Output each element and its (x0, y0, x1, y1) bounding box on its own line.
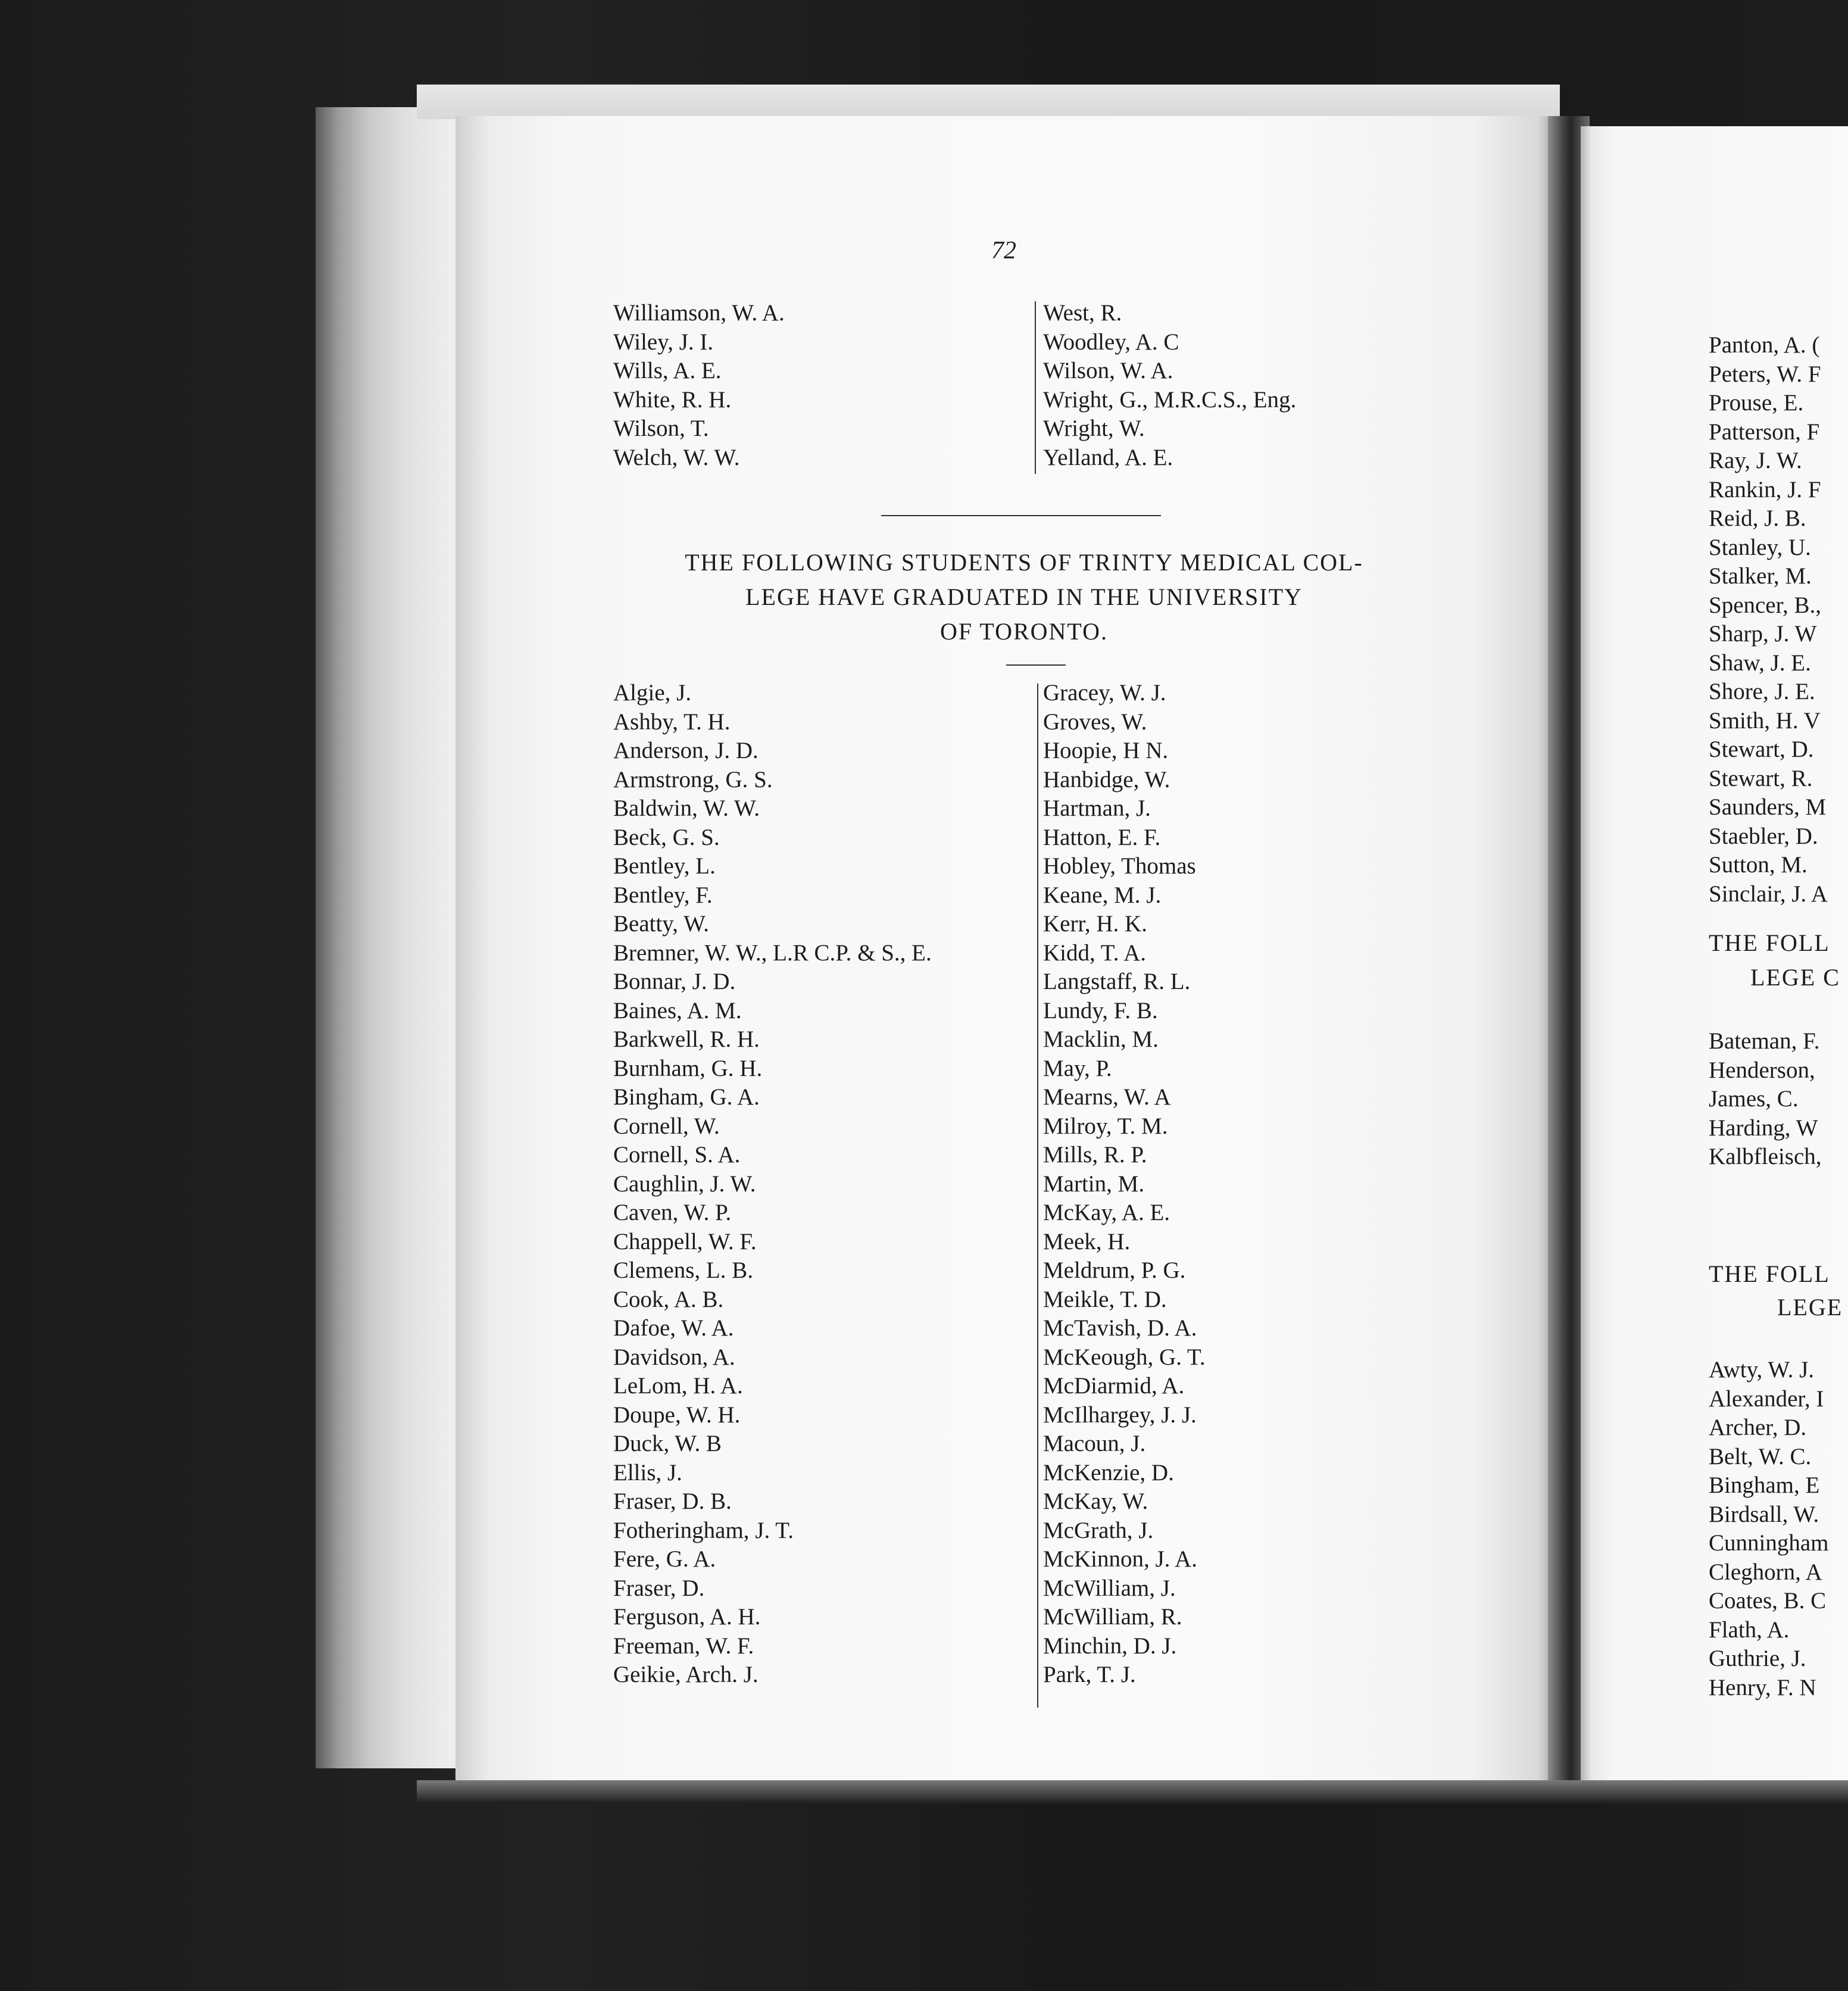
graduate-entry: Davidson, A. (613, 1344, 735, 1370)
name-entry: Awty, W. J. (1709, 1357, 1815, 1383)
graduate-entry: Bentley, L. (613, 853, 716, 879)
graduate-entry: McWilliam, R. (1043, 1604, 1182, 1630)
graduate-entry: Caughlin, J. W. (613, 1171, 756, 1197)
bottom-shadow (417, 1780, 1848, 1804)
name-entry: Coates, B. C (1709, 1588, 1827, 1614)
book-page-stack-edge (316, 107, 464, 1768)
graduate-entry: Dafoe, W. A. (613, 1315, 734, 1341)
graduate-entry: McKay, W. (1043, 1488, 1148, 1514)
graduate-entry: Cook, A. B. (613, 1286, 724, 1312)
name-entry: Shaw, J. E. (1709, 650, 1811, 676)
graduate-entry: Lundy, F. B. (1043, 997, 1158, 1023)
graduate-entry: Mearns, W. A (1043, 1084, 1171, 1110)
graduate-entry: Fraser, D. B. (613, 1488, 732, 1514)
graduate-entry: McKeough, G. T. (1043, 1344, 1206, 1370)
graduate-entry: McIlhargey, J. J. (1043, 1402, 1197, 1428)
graduate-entry: LeLom, H. A. (613, 1373, 743, 1399)
name-entry: Reid, J. B. (1709, 505, 1806, 531)
name-entry: Rankin, J. F (1709, 476, 1821, 503)
graduate-entry: Bingham, G. A. (613, 1084, 760, 1110)
graduates-divider (1037, 684, 1038, 1708)
name-entry: Guthrie, J. (1709, 1646, 1806, 1671)
graduate-entry: Baines, A. M. (613, 997, 742, 1023)
graduate-entry: Geikie, Arch. J. (613, 1662, 758, 1687)
graduate-entry: Ellis, J. (613, 1459, 682, 1486)
graduate-entry: McKenzie, D. (1043, 1459, 1174, 1486)
graduate-entry: McWilliam, J. (1043, 1575, 1176, 1601)
name-entry: White, R. H. (613, 386, 732, 413)
name-entry: Staebler, D. (1709, 823, 1818, 849)
graduate-entry: Minchin, D. J. (1043, 1633, 1177, 1659)
name-entry: Shore, J. E. (1709, 679, 1815, 704)
name-entry: West, R. (1043, 300, 1122, 326)
graduate-entry: Fotheringham, J. T. (613, 1517, 794, 1543)
graduate-entry: Hatton, E. F. (1043, 824, 1161, 850)
graduate-entry: Burnham, G. H. (613, 1055, 763, 1081)
graduate-entry: McGrath, J. (1043, 1517, 1154, 1543)
graduate-entry: Bonnar, J. D. (613, 969, 736, 994)
right-page-list-3 (1709, 1356, 1829, 1702)
name-entry: Wilson, W. A. (1043, 358, 1173, 383)
graduate-entry: Chappell, W. F. (613, 1228, 757, 1254)
graduate-entry: Meek, H. (1043, 1228, 1131, 1254)
name-entry: Harding, W (1709, 1115, 1818, 1141)
right-heading-2-line-2: LEGE C (1750, 964, 1840, 991)
graduate-entry: Macoun, J. (1043, 1431, 1146, 1456)
graduate-entry: Ashby, T. H. (613, 709, 731, 735)
graduate-entry: Bentley, F. (613, 882, 713, 908)
graduate-entry: Clemens, L. B. (613, 1257, 754, 1283)
right-page-list-1 (1709, 331, 1828, 909)
name-entry: Prouse, E. (1709, 390, 1804, 416)
graduate-entry: Armstrong, G. S. (613, 766, 773, 792)
name-entry: Sharp, J. W (1709, 621, 1817, 647)
name-entry: Henry, F. N (1709, 1674, 1816, 1700)
name-entry: Archer, D. (1709, 1415, 1807, 1440)
name-entry: Yelland, A. E. (1043, 444, 1173, 470)
graduate-entry: McTavish, D. A. (1043, 1315, 1197, 1341)
graduate-entry: Kidd, T. A. (1043, 940, 1146, 966)
graduate-entry: Groves, W. (1043, 709, 1147, 735)
graduate-entry: Freeman, W. F. (613, 1633, 754, 1659)
name-entry: Alexander, I (1709, 1385, 1824, 1412)
graduate-entry: Martin, M. (1043, 1171, 1145, 1197)
graduate-entry: Milroy, T. M. (1043, 1113, 1168, 1139)
graduate-entry: Fraser, D. (613, 1575, 705, 1601)
name-entry: Sutton, M. (1709, 852, 1808, 878)
name-entry: Wills, A. E. (613, 358, 722, 383)
name-entry: Woodley, A. C (1043, 329, 1179, 355)
graduate-entry: Park, T. J. (1043, 1662, 1136, 1687)
graduates-right-column (1043, 679, 1206, 1690)
heading-line-3: OF TORONTO. (939, 618, 1109, 645)
name-entry: Henderson, (1709, 1057, 1815, 1083)
right-heading-2-line-1: THE FOLL (1709, 929, 1830, 956)
graduate-entry: McDiarmid, A. (1043, 1373, 1185, 1399)
graduate-entry: Hobley, Thomas (1043, 853, 1196, 879)
name-entry: Cunningham (1709, 1530, 1829, 1556)
name-entry: Wiley, J. I. (613, 329, 714, 355)
graduate-entry: Duck, W. B (613, 1431, 722, 1456)
name-entry: Bateman, F. (1709, 1028, 1820, 1054)
graduate-entry: Hartman, J. (1043, 795, 1151, 821)
right-heading-3-line-2: LEGE (1777, 1294, 1843, 1321)
graduate-entry: Mills, R. P. (1043, 1142, 1147, 1168)
section-rule (881, 515, 1161, 516)
page-number: 72 (991, 237, 1016, 264)
name-entry: Saunders, M (1709, 794, 1827, 820)
name-entry: Wright, W. (1043, 416, 1145, 441)
graduate-entry: Hoopie, H N. (1043, 738, 1169, 763)
book-top-edge (417, 85, 1560, 119)
graduate-entry: Algie, J. (613, 680, 692, 706)
name-entry: Smith, H. V (1709, 707, 1821, 734)
top-list-divider (1035, 301, 1036, 474)
graduates-left-column (613, 679, 932, 1690)
name-entry: Cleghorn, A (1709, 1559, 1822, 1585)
name-entry: Wilson, T. (613, 416, 709, 441)
name-entry: Spencer, B., (1709, 592, 1822, 618)
heading-short-rule (1006, 664, 1066, 666)
top-list-left (613, 299, 785, 472)
name-entry: Wright, G., M.R.C.S., Eng. (1043, 386, 1297, 413)
name-entry: Peters, W. F (1709, 361, 1821, 387)
right-page-list-2 (1709, 1027, 1822, 1172)
graduate-entry: Hanbidge, W. (1043, 766, 1170, 792)
name-entry: Belt, W. C. (1709, 1443, 1812, 1469)
name-entry: Flath, A. (1709, 1616, 1790, 1643)
name-entry: Welch, W. W. (613, 444, 740, 470)
top-list-right (1043, 299, 1296, 472)
graduate-entry: Cornell, S. A. (613, 1142, 741, 1168)
heading-line-1: THE FOLLOWING STUDENTS OF TRINTY MEDICAL COL- (685, 549, 1363, 576)
heading-line-2: LEGE HAVE GRADUATED IN THE UNIVERSITY (745, 583, 1303, 610)
graduate-entry: Beck, G. S. (613, 824, 720, 850)
graduate-entry: Anderson, J. D. (613, 738, 758, 763)
graduate-entry: Kerr, H. K. (1043, 911, 1147, 937)
graduate-entry: Cornell, W. (613, 1113, 720, 1139)
graduate-entry: Ferguson, A. H. (613, 1604, 761, 1630)
name-entry: Stalker, M. (1709, 563, 1812, 589)
graduate-entry: Macklin, M. (1043, 1026, 1159, 1052)
name-entry: Stewart, R. (1709, 765, 1813, 791)
right-heading-3-line-1: THE FOLL (1709, 1260, 1830, 1287)
graduate-entry: Caven, W. P. (613, 1200, 732, 1225)
graduate-entry: McKay, A. E. (1043, 1200, 1170, 1225)
name-entry: Williamson, W. A. (613, 300, 785, 326)
name-entry: Sinclair, J. A (1709, 881, 1828, 907)
name-entry: Panton, A. ( (1709, 332, 1820, 358)
graduate-entry: Doupe, W. H. (613, 1402, 741, 1428)
name-entry: Birdsall, W. (1709, 1501, 1819, 1527)
graduate-entry: Meikle, T. D. (1043, 1286, 1167, 1312)
graduate-entry: Beatty, W. (613, 911, 710, 937)
graduate-entry: McKinnon, J. A. (1043, 1546, 1197, 1572)
graduate-entry: Langstaff, R. L. (1043, 969, 1191, 994)
name-entry: Bingham, E (1709, 1472, 1820, 1498)
name-entry: Stewart, D. (1709, 737, 1814, 762)
graduate-entry: May, P. (1043, 1055, 1112, 1081)
graduate-entry: Barkwell, R. H. (613, 1026, 760, 1052)
name-entry: Kalbfleisch, (1709, 1144, 1822, 1169)
graduate-entry: Keane, M. J. (1043, 882, 1162, 908)
graduate-entry: Baldwin, W. W. (613, 795, 760, 821)
name-entry: James, C. (1709, 1086, 1799, 1112)
graduate-entry: Fere, G. A. (613, 1546, 716, 1572)
graduate-entry: Gracey, W. J. (1043, 680, 1166, 706)
name-entry: Ray, J. W. (1709, 448, 1802, 473)
name-entry: Patterson, F (1709, 419, 1820, 445)
name-entry: Stanley, U. (1709, 534, 1811, 560)
graduate-entry: Meldrum, P. G. (1043, 1257, 1186, 1283)
section-heading (595, 545, 1453, 649)
graduate-entry: Bremner, W. W., L.R C.P. & S., E. (613, 940, 932, 966)
